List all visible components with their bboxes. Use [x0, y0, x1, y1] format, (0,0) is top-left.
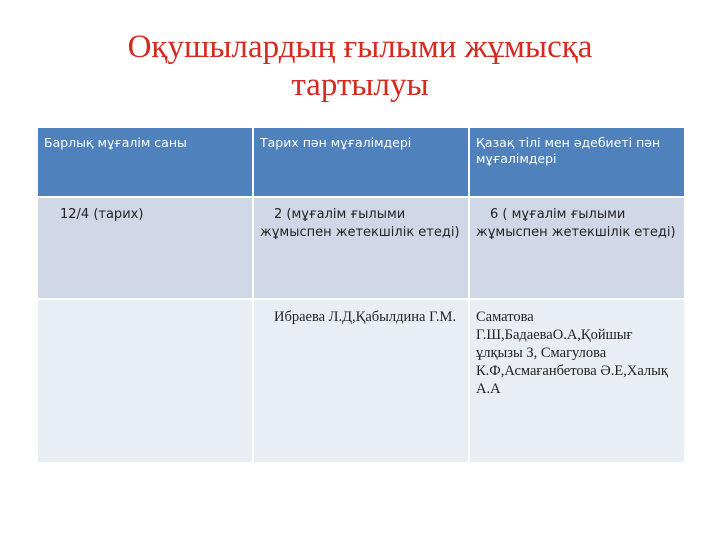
header-label: Тарих пән мұғалімдері [260, 135, 412, 150]
table-header-row [37, 127, 685, 197]
header-label: Барлық мұғалім саны [44, 135, 187, 150]
table-row [37, 197, 685, 299]
header-label: Қазақ тілі мен әдебиеті пән мұғалімдері [476, 135, 661, 166]
table-row [37, 299, 685, 463]
cell-text [38, 300, 252, 308]
cell-text: Саматова Г.Ш,БадаеваО.А,Қойшығ ұлқызы З, Смагулова К.Ф,Асмағанбетова Ә.Е,Халық А.А [476, 309, 668, 397]
cell-text: 12/4 (тарих) [60, 207, 144, 222]
cell-text: 2 (мұғалім ғылыми жұмыспен жетекшілік етеді) [260, 207, 460, 240]
table-cell [253, 197, 469, 299]
cell-text: Ибраева Л.Д,Қабылдина Г.М. [274, 309, 456, 325]
header-cell-total-teachers [37, 127, 253, 197]
table-cell [37, 299, 253, 463]
title-line-1: Оқушылардың ғылыми жұмысқа [127, 29, 593, 65]
header-cell-history-teachers [253, 127, 469, 197]
header-cell-kazakh-teachers [469, 127, 685, 197]
cell-text: 6 ( мұғалім ғылыми жұмыспен жетекшілік етеді) [476, 207, 676, 240]
title-line-2: тартылуы [291, 67, 429, 103]
table-cell [253, 299, 469, 463]
table-cell [469, 197, 685, 299]
slide-title [60, 28, 660, 104]
table-cell [469, 299, 685, 463]
table-cell [37, 197, 253, 299]
teachers-table [36, 126, 686, 464]
